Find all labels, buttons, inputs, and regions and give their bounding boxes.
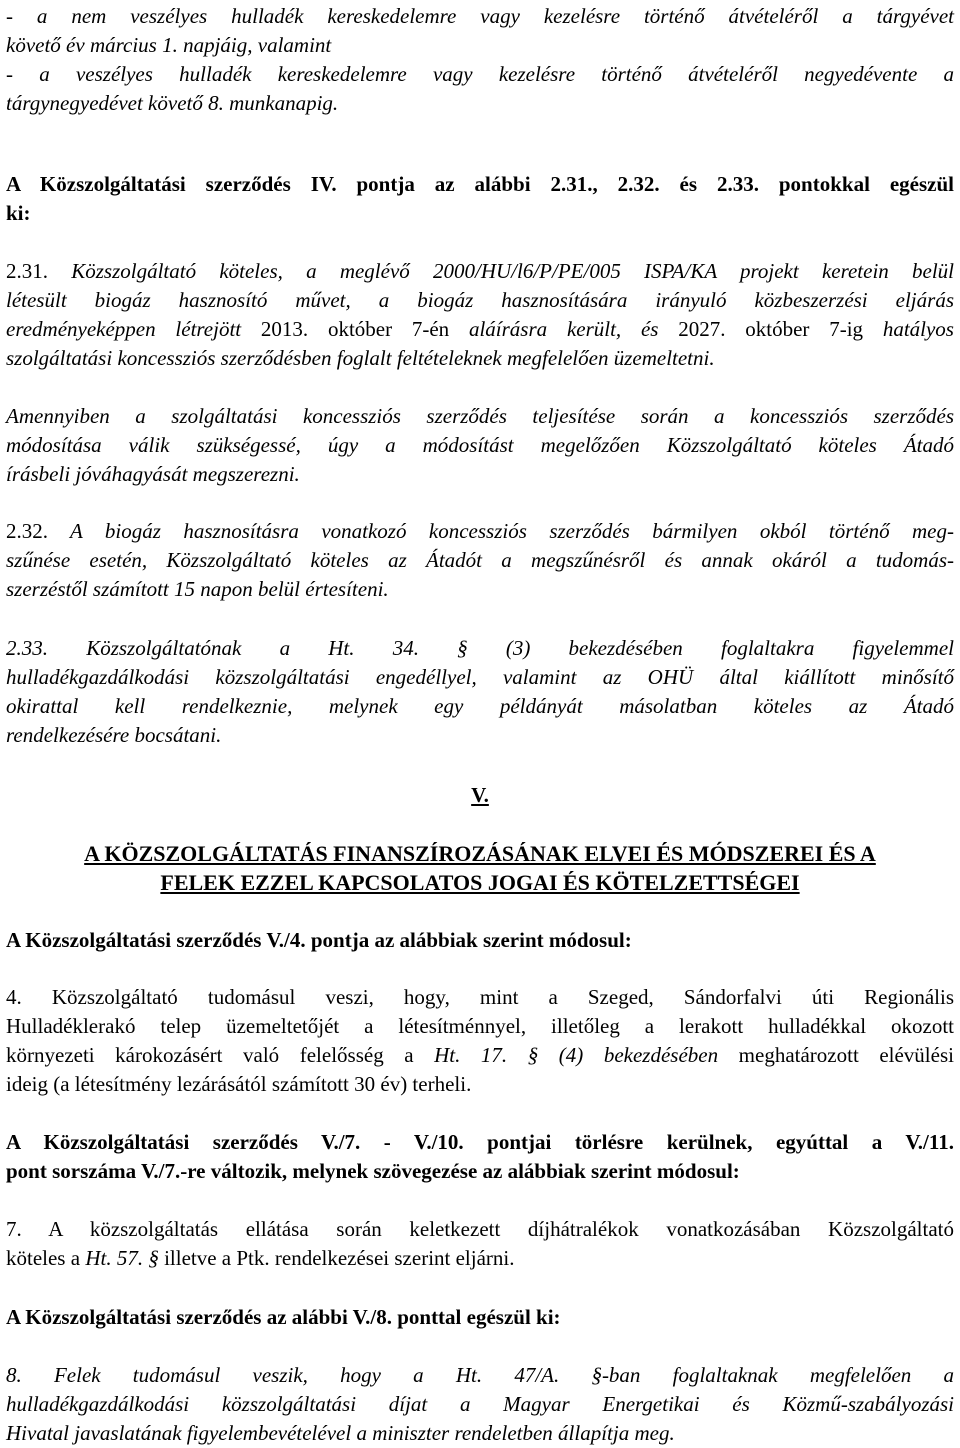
text-line: rendelkezésére bocsátani.: [6, 723, 222, 747]
section-title-line: FELEK EZZEL KAPCSOLATOS JOGAI ÉS KÖTELZETTSÉGEI: [160, 870, 800, 895]
section-title-line: A KÖZSZOLGÁLTATÁS FINANSZÍROZÁSÁNAK ELVEI ÉS MÓDSZEREI ÉS A: [84, 841, 876, 866]
text-segment: hatályos: [863, 317, 954, 341]
text-line: ideig (a létesítmény lezárásától számított 30 év) terheli.: [6, 1072, 472, 1096]
section-number: V.: [471, 783, 489, 807]
text-segment: köteles a: [6, 1246, 86, 1270]
text-segment: eredményeképpen létrejött: [6, 317, 261, 341]
text-line: - a nem veszélyes hulladék kereskedelemre vagy kezelésre történő átvételéről a tárgyévet: [6, 4, 954, 28]
text-line: írásbeli jóváhagyását megszerezni.: [6, 462, 300, 486]
text-line: hulladékgazdálkodási közszolgáltatási engedéllyel, valamint az OHÜ által kiállított minősítő: [6, 665, 954, 689]
heading-line: ki:: [6, 201, 31, 225]
text-line: szolgáltatási koncessziós szerződésben foglalt feltételeknek megfelelően üzemeltetni.: [6, 346, 715, 370]
amendment-heading-v7: [6, 1128, 954, 1186]
paragraph-2-33: [6, 634, 954, 750]
text-line: Hulladéklerakó telep üzemeltetőjét a létesítménnyel, illetőleg a lerakott hulladékkal okozott: [6, 1014, 954, 1038]
text-line: létesült biogáz hasznosító művet, a biogáz hasznosítására irányuló közbeszerzési eljárás: [6, 288, 954, 312]
paragraph-8: [6, 1361, 954, 1448]
paragraph-number: 2.31.: [6, 259, 48, 283]
text-segment: Közszolgáltatónak a Ht. 34. § (3) bekezdésében foglaltakra figyelemmel: [48, 636, 954, 660]
section-title: [6, 839, 954, 897]
text-segment: Ht. 57. §: [85, 1246, 159, 1270]
amendment-heading-v8: A Közszolgáltatási szerződés az alábbi V./8. ponttal egészül ki:: [6, 1305, 561, 1329]
text-segment: 2013. október 7-én: [260, 317, 450, 341]
text-line: szerzéstől számított 15 napon belül értesíteni.: [6, 577, 389, 601]
text-segment: aláírásra került, és: [449, 317, 679, 341]
paragraph-2-31: [6, 257, 954, 373]
paragraph-number: 2.33.: [6, 636, 48, 660]
text-segment: Közszolgáltató köteles, a meglévő 2000/HU/l6/P/PE/005 ISPA/KA projekt keretein belül: [48, 259, 954, 283]
paragraph-amendment-approval: [6, 402, 954, 489]
text-segment: illetve a Ptk. rendelkezései szerint eljárni.: [158, 1246, 515, 1270]
text-line: tárgynegyedévet követő 8. munkanapig.: [6, 91, 339, 115]
text-segment: környezeti károkozásért való felelősség a: [6, 1043, 435, 1067]
text-line: okirattal kell rendelkeznie, melynek egy példányát másolatban köteles az Átadó: [6, 694, 954, 718]
text-line: - a veszélyes hulladék kereskedelemre vagy kezelésre történő átvételéről negyedévente a: [6, 62, 954, 86]
text-segment: 2027. október 7-ig: [678, 317, 864, 341]
text-line: Hivatal javaslatának figyelembevételével a miniszter rendeletben állapítja meg.: [6, 1421, 675, 1445]
amendment-heading-v4: A Közszolgáltatási szerződés V./4. pontja az alábbiak szerint módosul:: [6, 928, 632, 952]
text-line: hulladékgazdálkodási közszolgáltatási díjat a Magyar Energetikai és Közmű-szabályozási: [6, 1392, 954, 1416]
paragraph-4: [6, 983, 954, 1099]
text-line: 4. Közszolgáltató tudomásul veszi, hogy, mint a Szeged, Sándorfalvi úti Regionális: [6, 985, 954, 1009]
heading-line: A Közszolgáltatási szerződés V./7. - V./10. pontjai törlésre kerülnek, egyúttal a V./11.: [6, 1130, 954, 1154]
text-segment: Ht. 17. § (4) bekezdésében: [434, 1043, 719, 1067]
paragraph-7: [6, 1215, 954, 1273]
paragraph-number: 2.32.: [6, 519, 48, 543]
intro-paragraph: [6, 2, 954, 118]
text-segment: A biogáz hasznosításra vonatkozó koncessziós szerződés bármilyen okból történő meg-: [48, 519, 954, 543]
heading-line: A Közszolgáltatási szerződés IV. pontja az alábbi 2.31., 2.32. és 2.33. pontokkal egészül: [6, 172, 954, 196]
text-line: Amennyiben a szolgáltatási koncessziós szerződés teljesítése során a koncessziós szerződés: [6, 404, 954, 428]
text-line: 7. A közszolgáltatás ellátása során keletkezett díjhátralékok vonatkozásában Közszolgáltató: [6, 1217, 954, 1241]
text-segment: meghatározott elévülési: [718, 1043, 954, 1067]
paragraph-2-32: [6, 517, 954, 604]
heading-line: pont sorszáma V./7.-re változik, melynek szövegezése az alábbiak szerint módosul:: [6, 1159, 740, 1183]
text-line: követő év március 1. napjáig, valamint: [6, 33, 332, 57]
text-line: módosítása válik szükségessé, úgy a módosítást megelőzően Közszolgáltató köteles Átadó: [6, 433, 954, 457]
amendment-heading-iv: [6, 170, 954, 228]
text-line: 8. Felek tudomásul veszik, hogy a Ht. 47/A. §-ban foglaltaknak megfelelően a: [6, 1363, 954, 1387]
text-line: szűnése esetén, Közszolgáltató köteles az Átadót a megszűnésről és annak okáról a tudomás-: [6, 548, 954, 572]
